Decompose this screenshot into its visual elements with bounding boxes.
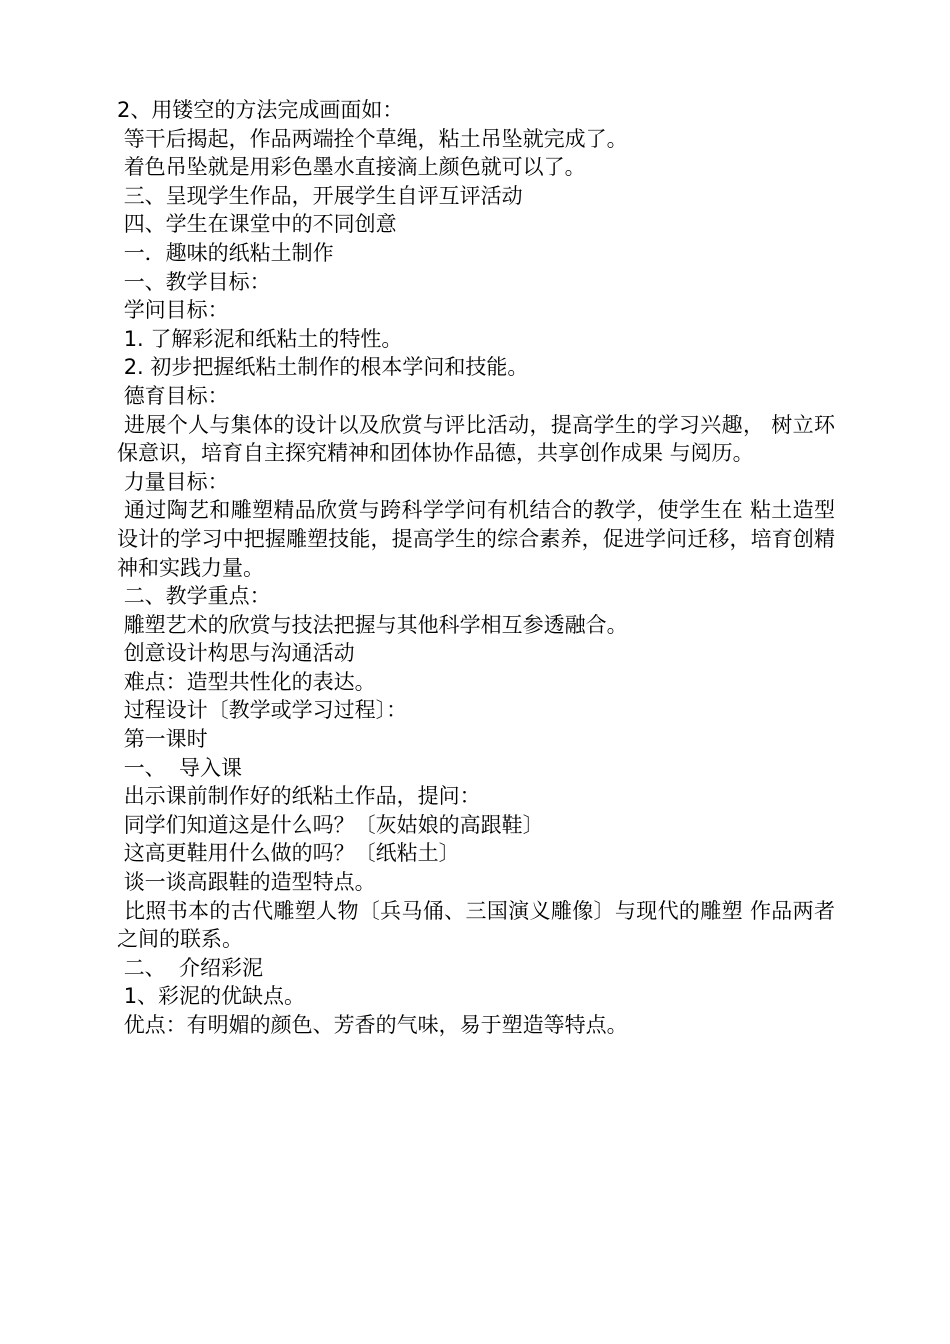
document-body (117, 96, 847, 1040)
subheading-knowledge-goals: 学问目标： (117, 298, 229, 323)
heading-teaching-focus: 二、教学重点： (117, 584, 271, 609)
paragraph-ability-goals: 通过陶艺和雕塑精品欣赏与跨科学学问有机结合的教学，使学生在 粘土造型设计的学习中把握雕塑技能，提高学生的综合素养，促进学问迁移，培育创精神和实践力量。 (117, 498, 835, 580)
text-advantages: 优点：有明媚的颜色、芳香的气味，易于塑造等特点。 (117, 1013, 628, 1037)
text-line-2: 等干后揭起，作品两端拴个草绳，粘土吊坠就完成了。 (117, 126, 628, 151)
text-intro-4: 谈一谈高跟鞋的造型特点。 (117, 870, 376, 895)
text-difficulty: 难点：造型共性化的表达。 (117, 669, 376, 694)
text-focus-2: 创意设计构思与沟通活动 (117, 641, 355, 666)
text-intro-3: 这高更鞋用什么做的吗？〔纸粘土〕 (117, 841, 460, 866)
heading-intro: 一、 导入课 (117, 755, 243, 780)
list-item-clay-pros-cons: 1、彩泥的优缺点。 (117, 984, 306, 1009)
text-line-4: 三、呈现学生作品，开展学生自评互评活动 (117, 183, 523, 208)
subheading-ability-goals: 力量目标： (117, 469, 229, 494)
heading-clay-intro: 二、 介绍彩泥 (117, 955, 264, 980)
paragraph-moral-goals: 进展个人与集体的设计以及欣赏与评比活动，提高学生的学习兴趣， 树立环保意识，培育自主探究精神和团体协作品德，共享创作成果 与阅历。 (117, 412, 835, 466)
heading-teaching-goals: 一、教学目标： (117, 269, 271, 294)
text-intro-2: 同学们知道这是什么吗？〔灰姑娘的高跟鞋〕 (117, 812, 544, 837)
text-focus-1: 雕塑艺术的欣赏与技法把握与其他科学相互参透融合。 (117, 612, 628, 637)
heading-process-design: 过程设计〔教学或学习过程〕： (117, 698, 408, 723)
text-intro-1: 出示课前制作好的纸粘土作品，提问： (117, 784, 481, 809)
text-line-1: 2、用镂空的方法完成画面如： (117, 98, 404, 122)
list-item-1: 1. 了解彩泥和纸粘土的特性。 (117, 326, 403, 351)
text-line-3: 着色吊坠就是用彩色墨水直接滴上颜色就可以了。 (117, 155, 586, 180)
text-line-5: 四、学生在课堂中的不同创意 (117, 212, 397, 237)
list-item-2: 2. 初步把握纸粘土制作的根本学问和技能。 (117, 355, 529, 380)
paragraph-comparison: 比照书本的古代雕塑人物〔兵马俑、三国演义雕像〕与现代的雕塑 作品两者之间的联系。 (117, 898, 835, 952)
section-title: 一．趣味的纸粘土制作 (117, 240, 334, 265)
subheading-first-lesson: 第一课时 (117, 727, 208, 752)
subheading-moral-goals: 德育目标： (117, 383, 229, 408)
